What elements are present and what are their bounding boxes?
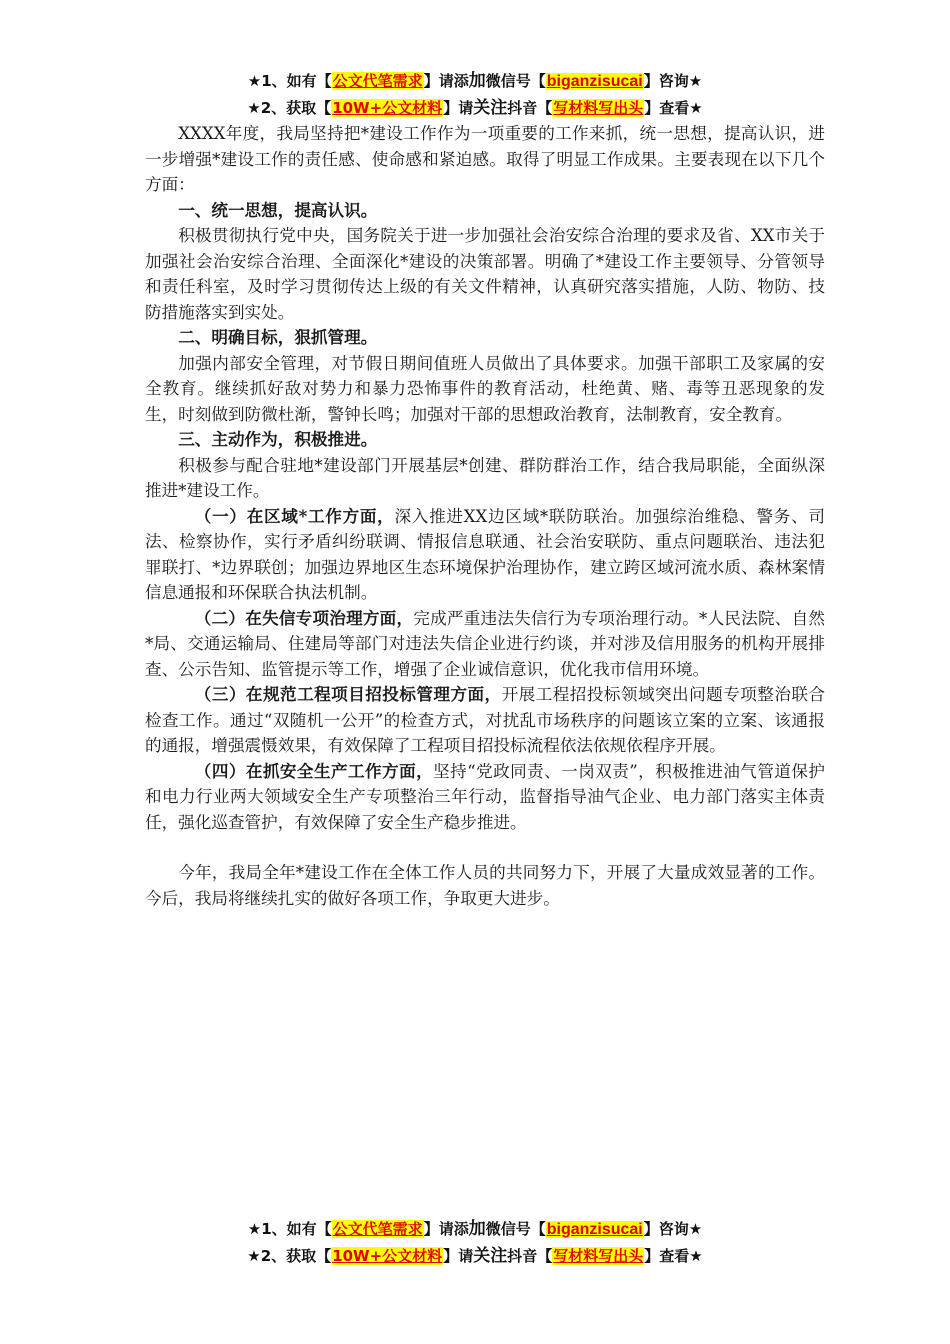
promo-text: ★2、获取【: [247, 1247, 332, 1265]
promo-text: 】请: [443, 99, 474, 117]
promo-text: 】咨询★: [643, 72, 703, 90]
highlight-materials: 10W+公文材料: [332, 99, 443, 117]
promo-line-1: [0, 68, 950, 95]
highlight-douyin-account: 写材料写出头: [553, 1247, 644, 1265]
highlight-douyin-account: 写材料写出头: [553, 99, 644, 117]
section-paragraph-3: 积极参与配合驻地*建设部门开展基层*创建、群防群治工作，结合我局职能，全面纵深推进*建设工作。: [145, 455, 825, 500]
promo-text: 】请: [443, 1247, 474, 1265]
section-heading-3: 三、主动作为，积极推进。: [178, 429, 378, 449]
subsection-3-title: （三）在规范工程项目招投标管理方面，: [194, 684, 502, 704]
promo-line-2: [0, 1243, 950, 1269]
promo-text: 微信号【: [485, 1220, 546, 1238]
promo-text: 】请添: [423, 72, 469, 90]
promo-text: 关注: [473, 1246, 508, 1266]
promo-text: ★1、如有【: [247, 1220, 332, 1238]
highlight-service: 公文代笔需求: [332, 72, 423, 90]
subsection-2-body: 完成严重违法失信行为专项治理行动。*人民法院、自然*局、交通运输局、住建局等部门对违法失信企业进行约谈，并对涉及信用服务的机构开展排查、公示告知、监管提示等工作，增强了企业诚信意识，优化我市信用环境。: [145, 608, 826, 679]
promo-line-2: [0, 95, 950, 121]
promo-text: 关注: [473, 98, 508, 118]
section-paragraph-2: 加强内部安全管理，对节假日期间值班人员做出了具体要求。加强干部职工及家属的安全教育。继续抓好敌对势力和暴力恐怖事件的教育活动，杜绝黄、赌、毒等丑恶现象的发生，时刻做到防微杜渐，警钟长鸣；加强对干部的思想政治教育，法制教育，安全教育。: [145, 353, 825, 424]
promo-text: 抖音【: [507, 1247, 553, 1265]
highlight-materials: 10W+公文材料: [332, 1247, 443, 1265]
promo-text: 】请添: [423, 1220, 469, 1238]
subsection-4: [145, 759, 825, 836]
subsection-2: [145, 606, 825, 683]
subsection-3-body: 开展工程招投标领域突出问题专项整治联合检查工作。通过“双随机一公开”的检查方式，对扰乱市场秩序的问题该立案的立案、该通报的通报，增强震慑效果，有效保障了工程项目招投标流程依法依规依程序开展。: [145, 685, 826, 755]
section-paragraph-1: 积极贯彻执行党中央，国务院关于进一步加强社会治安综合治理的要求及省、XX市关于加强社会治安综合治理、全面深化*建设的决策部署。明确了*建设工作主要领导、分管领导和责任科室，及时学习贯彻传达上级的有关文件精神，认真研究落实措施，人防、物防、技防措施落实到实处。: [145, 226, 825, 322]
paragraph-spacer: [145, 835, 825, 860]
subsection-1-body: 深入推进XX边区域*联防联治。加强综治维稳、警务、司法、检察协作，实行矛盾纠纷联调、情报信息联通、社会治安联防、重点问题联治、违法犯罪联打、*边界联创；加强边界地区生态环境保护治理协作，建立跨区域河流水质、森林案情信息通报和环保联合执法机制。: [145, 506, 825, 602]
promo-text: 】查看★: [644, 99, 703, 117]
promo-text: 加: [468, 1219, 486, 1239]
promo-text: 】查看★: [644, 1247, 703, 1265]
promo-banner-top: [0, 68, 950, 121]
subsection-1: [145, 504, 825, 606]
highlight-service: 公文代笔需求: [332, 1220, 423, 1238]
highlight-wechat-id: biganzisucai: [546, 1221, 643, 1238]
section-heading-1: 一、统一思想，提高认识。: [178, 199, 378, 220]
intro-paragraph: XXXX年度，我局坚持把*建设工作作为一项重要的工作来抓，统一思想，提高认识，进一步增强*建设工作的责任感、使命感和紧迫感。取得了明显工作成果。主要表现在以下几个方面：: [145, 124, 825, 194]
document-body: [145, 121, 825, 911]
subsection-4-body: 坚持“党政同责、一岗双责”，积极推进油气管道保护和电力行业两大领域安全生产专项整治三年行动，监督指导油气企业、电力部门落实主体责任，强化巡查管护，有效保障了安全生产稳步推进。: [145, 761, 825, 832]
promo-text: 】咨询★: [643, 1220, 703, 1238]
promo-text: ★1、如有【: [247, 72, 332, 90]
subsection-1-title: （一）在区域*工作方面，: [194, 505, 395, 526]
promo-banner-bottom: [0, 1216, 950, 1269]
promo-text: 抖音【: [507, 99, 553, 117]
closing-paragraph: 今年，我局全年*建设工作在全体工作人员的共同努力下，开展了大量成效显著的工作。今后，我局将继续扎实的做好各项工作，争取更大进步。: [145, 863, 825, 908]
promo-text: ★2、获取【: [247, 99, 332, 117]
promo-text: 微信号【: [485, 72, 546, 90]
highlight-wechat-id: biganzisucai: [546, 73, 643, 90]
promo-line-1: [0, 1216, 950, 1243]
section-heading-2: 二、明确目标，狠抓管理。: [178, 327, 378, 347]
promo-text: 加: [468, 71, 486, 91]
subsection-3: [145, 682, 825, 759]
subsection-4-title: （四）在抓安全生产工作方面，: [194, 760, 434, 781]
subsection-2-title: （二）在失信专项治理方面，: [194, 607, 414, 628]
